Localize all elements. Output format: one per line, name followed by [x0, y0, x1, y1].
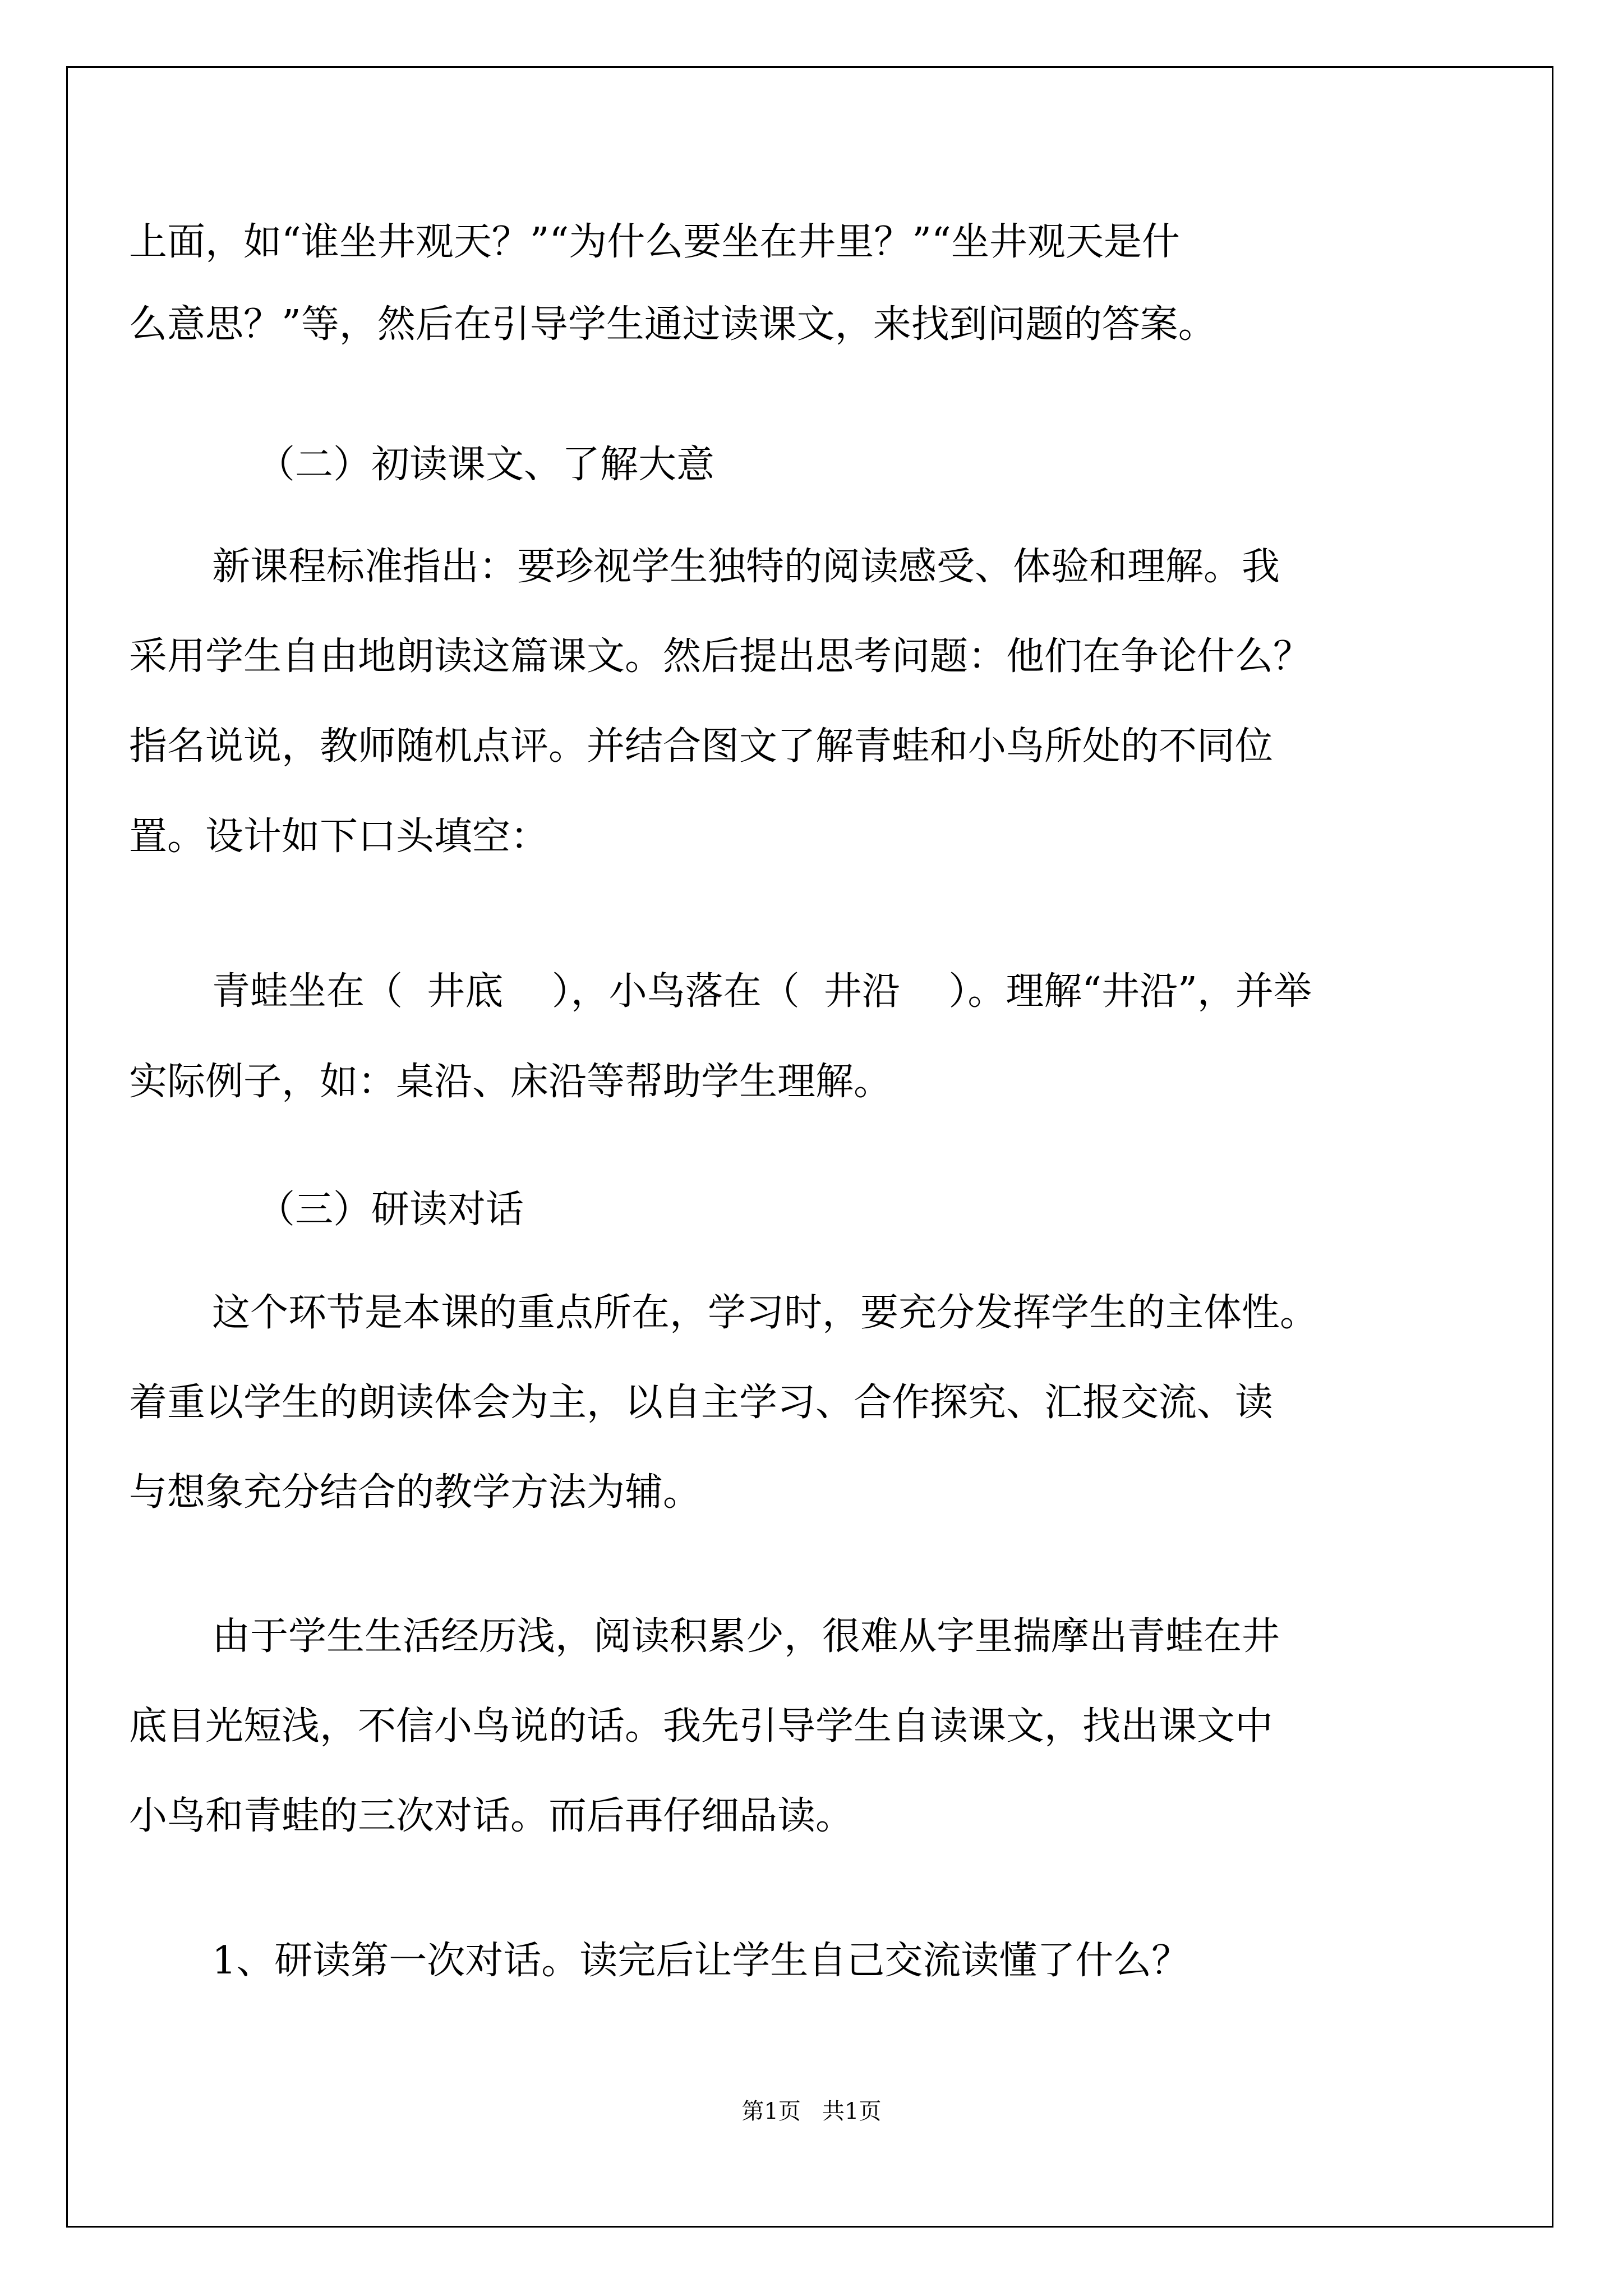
section-heading: （二）初读课文、了解大意: [257, 443, 715, 487]
paragraph-line: 由于学生生活经历浅，阅读积累少，很难从字里揣摩出青蛙在井: [212, 1614, 1280, 1659]
paragraph-line: 实际例子，如：桌沿、床沿等帮助学生理解。: [129, 1060, 892, 1104]
paragraph-line: 青蛙坐在（ 井底 ），小鸟落在（ 井沿 ）。理解“井沿”，并举: [212, 969, 1312, 1014]
paragraph-line: 这个环节是本课的重点所在，学习时，要充分发挥学生的主体性。: [212, 1291, 1318, 1335]
paragraph-line: 置。设计如下口头填空：: [129, 815, 549, 859]
paragraph-line: 上面，如“谁坐井观天？”“为什么要坐在井里？”“坐井观天是什: [129, 220, 1180, 264]
section-heading: （三）研读对话: [257, 1188, 524, 1232]
paragraph-line: 指名说说，教师随机点评。并结合图文了解青蛙和小鸟所处的不同位: [129, 724, 1274, 769]
paragraph-line: 采用学生自由地朗读这篇课文。然后提出思考问题：他们在争论什么？: [129, 634, 1312, 679]
paragraph-line: 与想象充分结合的教学方法为辅。: [129, 1470, 702, 1515]
paragraph-line: 底目光短浅，不信小鸟说的话。我先引导学生自读课文，找出课文中: [129, 1704, 1274, 1749]
page-footer: 第1页 共1页: [741, 2099, 882, 2124]
paragraph-line: 1、研读第一次对话。读完后让学生自己交流读懂了什么？: [212, 1939, 1190, 1983]
paragraph-line: 新课程标准指出：要珍视学生独特的阅读感受、体验和理解。我: [212, 545, 1280, 589]
paragraph-line: 着重以学生的朗读体会为主，以自主学习、合作探究、汇报交流、读: [129, 1381, 1274, 1425]
page-border: [66, 66, 1553, 2228]
paragraph-line: 小鸟和青蛙的三次对话。而后再仔细品读。: [129, 1794, 854, 1838]
paragraph-line: 么意思？”等，然后在引导学生通过读课文，来找到问题的答案。: [129, 302, 1216, 347]
